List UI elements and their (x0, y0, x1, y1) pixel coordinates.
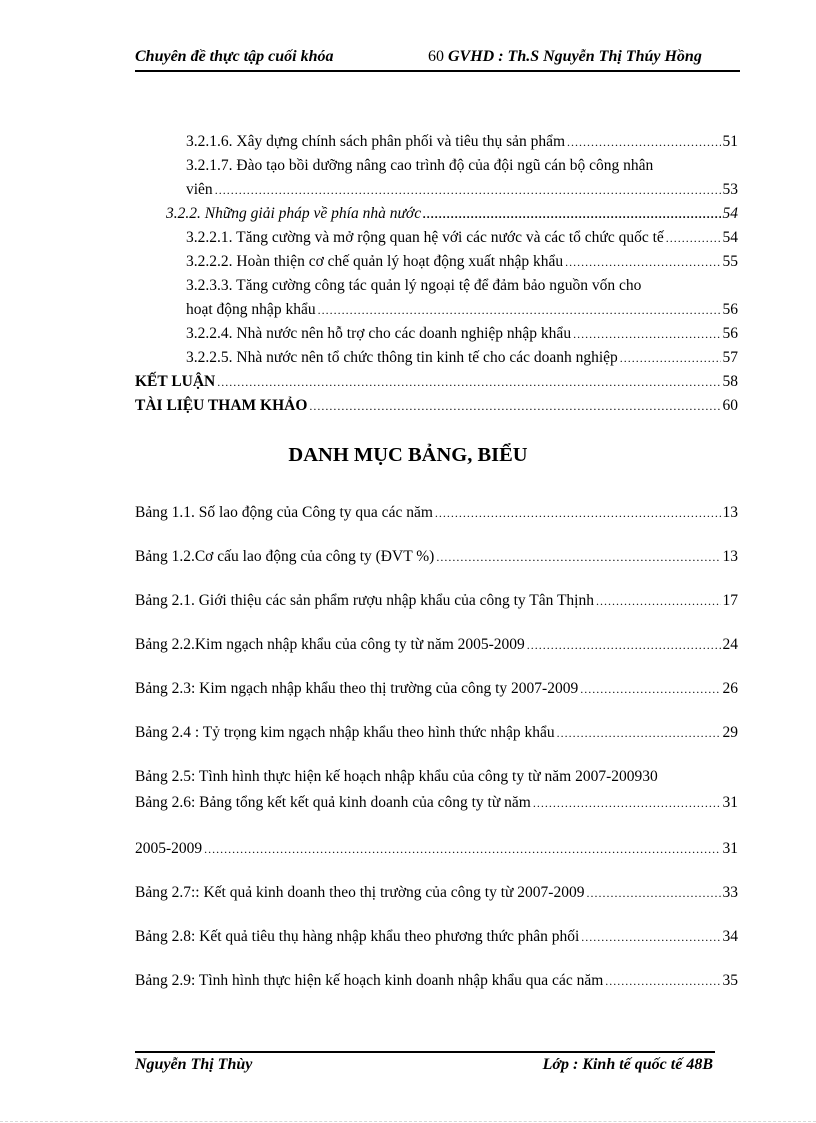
page-edge (0, 1121, 816, 1122)
toc-entry-text: TÀI LIỆU THAM KHẢO (135, 397, 308, 414)
table-list-entry[interactable] (135, 502, 738, 524)
toc-entry[interactable] (186, 347, 738, 369)
header-title: Chuyên đề thực tập cuối khóa (135, 48, 334, 65)
toc-entry[interactable] (186, 251, 738, 273)
table-list-entry[interactable] (135, 722, 738, 744)
toc-leader-dots (533, 792, 721, 814)
table-list-entry-continuation[interactable] (135, 838, 738, 860)
toc-leader-dots (620, 347, 721, 369)
toc-entry-text: KẾT LUẬN (135, 373, 216, 390)
table-list-entry[interactable] (135, 970, 738, 992)
table-entry-text: 2005-2009 (135, 840, 203, 857)
table-entry-page: 34 (722, 928, 738, 945)
table-entry-text: Bảng 2.4 : Tỷ trọng kim ngạch nhập khẩu theo hình thức nhập khẩu (135, 724, 555, 741)
toc-leader-dots (309, 395, 720, 417)
table-entry-text: Bảng 1.1. Số lao động của Công ty qua các năm (135, 504, 433, 521)
header-page-number: 60 (428, 48, 444, 65)
table-entry-text: Bảng 2.5: Tình hình thực hiện kế hoạch nhập khẩu của công ty từ năm 2007-200930 (135, 768, 658, 785)
table-list-entry[interactable] (135, 926, 738, 948)
table-entry-page: 24 (722, 636, 738, 653)
table-list-entry[interactable] (135, 882, 738, 904)
table-entry-page: 17 (722, 592, 738, 609)
toc-leader-dots (580, 678, 720, 700)
table-list-entry[interactable] (135, 766, 738, 788)
toc-entry[interactable] (186, 227, 738, 249)
toc-entry-page: 53 (722, 181, 738, 198)
toc-entry-continuation[interactable] (186, 299, 738, 321)
table-list-entry[interactable] (135, 590, 738, 612)
toc-leader-dots (557, 722, 721, 744)
toc-leader-dots (567, 131, 720, 153)
toc-entry-text: 3.2.2. Những giải pháp về phía nhà nước (166, 205, 422, 222)
toc-leader-dots (435, 502, 721, 524)
table-entry-text: Bảng 2.3: Kim ngạch nhập khẩu theo thị trường của công ty 2007-2009 (135, 680, 579, 697)
table-entry-page: 33 (722, 884, 738, 901)
toc-leader-dots (666, 227, 721, 249)
toc-leader-dots (586, 882, 720, 904)
toc-leader-dots (527, 634, 721, 656)
toc-entry[interactable] (186, 131, 738, 153)
toc-entry[interactable] (186, 323, 738, 345)
table-entry-page: 13 (722, 504, 738, 521)
footer-rule (135, 1051, 715, 1053)
table-entry-text: Bảng 2.8: Kết quả tiêu thụ hàng nhập khẩu theo phương thức phân phối (135, 928, 580, 945)
section-title: DANH MỤC BẢNG, BIỂU (288, 444, 528, 466)
table-list-entry[interactable] (135, 546, 738, 568)
toc-leader-dots (565, 251, 720, 273)
toc-leader-dots (318, 299, 721, 321)
header-right (428, 48, 702, 66)
toc-chapter[interactable] (135, 371, 738, 393)
table-entry-text: Bảng 2.2.Kim ngạch nhập khẩu của công ty từ năm 2005-2009 (135, 636, 525, 653)
toc-entry-text: 3.2.2.1. Tăng cường và mở rộng quan hệ với các nước và các tổ chức quốc tế (186, 229, 664, 246)
toc-entry-text: viên (186, 181, 213, 198)
table-entry-page: 26 (722, 680, 738, 697)
table-entry-text: Bảng 2.7:: Kết quả kinh doanh theo thị trường của công ty từ 2007-2009 (135, 884, 585, 901)
table-list-entry[interactable] (135, 634, 738, 656)
toc-leader-dots (204, 838, 720, 860)
toc-leader-dots (215, 179, 721, 201)
header-advisor: GVHD : Th.S Nguyễn Thị Thúy Hồng (448, 48, 702, 65)
table-entry-text: Bảng 2.6: Bảng tổng kết kết quả kinh doanh của công ty từ năm (135, 794, 531, 811)
toc-entry-text: hoạt động nhập khẩu (186, 301, 316, 318)
toc-entry-text: 3.2.2.4. Nhà nước nên hỗ trợ cho các doanh nghiệp nhập khẩu (186, 325, 572, 342)
table-list-entry[interactable] (135, 678, 738, 700)
table-entry-text: Bảng 2.9: Tình hình thực hiện kế hoạch kinh doanh nhập khẩu qua các năm (135, 972, 604, 989)
toc-entry-page: 56 (722, 325, 738, 342)
toc-subsection[interactable] (166, 203, 738, 225)
toc-leader-dots (436, 546, 720, 568)
toc-entry-page: 58 (722, 373, 738, 390)
toc-leader-dots (596, 590, 721, 612)
table-entry-page: 13 (722, 548, 738, 565)
table-entry-page: 35 (722, 972, 738, 989)
toc-entry[interactable] (186, 275, 738, 297)
toc-entry-page: 54 (722, 229, 738, 246)
toc-leader-dots (217, 371, 720, 393)
toc-entry-page: 56 (722, 301, 738, 318)
table-entry-page: 31 (722, 794, 738, 811)
page-header (135, 48, 740, 68)
toc-entry-page: 51 (722, 133, 738, 150)
toc-entry-continuation[interactable] (186, 179, 738, 201)
toc-entry-page: 60 (722, 397, 738, 414)
toc-entry-page: 54 (722, 205, 738, 222)
toc-chapter[interactable] (135, 395, 738, 417)
toc-entry-text: 3.2.1.7. Đào tạo bồi dưỡng nâng cao trình độ của đội ngũ cán bộ công nhân (186, 157, 654, 174)
footer-class: Lớp : Kinh tế quốc tế 48B (542, 1056, 713, 1073)
table-entry-text: Bảng 2.1. Giới thiệu các sản phẩm rượu nhập khẩu của công ty Tân Thịnh (135, 592, 594, 609)
toc-entry-page: 57 (722, 349, 738, 366)
toc-entry-text: 3.2.2.2. Hoàn thiện cơ chế quản lý hoạt động xuất nhập khẩu (186, 253, 564, 270)
table-entry-page: 29 (722, 724, 738, 741)
toc-entry-page: 55 (722, 253, 738, 270)
toc-entry-text: 3.2.1.6. Xây dựng chính sách phân phối và tiêu thụ sản phẩm (186, 133, 566, 150)
table-entry-page: 31 (722, 840, 738, 857)
table-list-entry[interactable] (135, 792, 738, 814)
toc-entry-text: 3.2.3.3. Tăng cường công tác quản lý ngoại tệ để đảm bảo nguồn vốn cho (186, 277, 642, 294)
toc-leader-dots (423, 203, 720, 225)
toc-leader-dots (581, 926, 720, 948)
header-rule (135, 70, 740, 72)
toc-entry[interactable] (186, 155, 738, 177)
toc-entry-text: 3.2.2.5. Nhà nước nên tổ chức thông tin kinh tế cho các doanh nghiệp (186, 349, 618, 366)
footer-author: Nguyễn Thị Thùy (135, 1056, 253, 1073)
table-entry-text: Bảng 1.2.Cơ cấu lao động của công ty (ĐVT %) (135, 548, 435, 565)
toc-leader-dots (605, 970, 720, 992)
toc-leader-dots (573, 323, 720, 345)
